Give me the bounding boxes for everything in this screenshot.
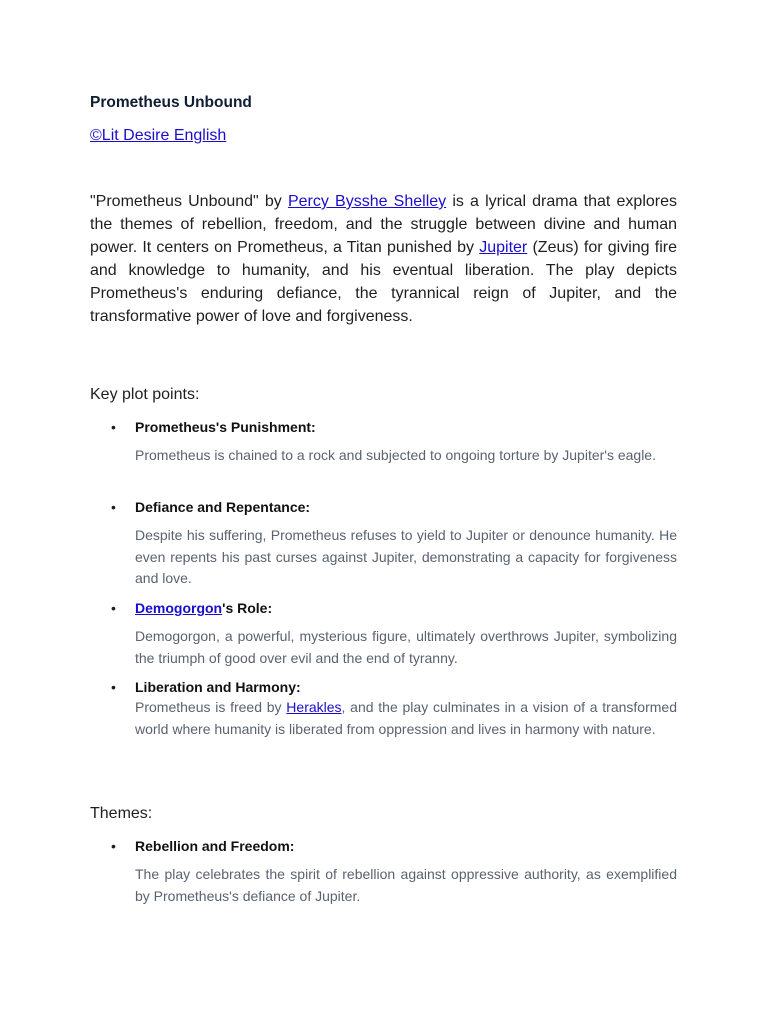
shelley-link[interactable]: Percy Bysshe Shelley (287, 193, 447, 210)
theme-title: Rebellion and Freedom: (135, 838, 295, 854)
plot-point-title: Liberation and Harmony: (135, 679, 301, 695)
bullet-icon: • (111, 600, 116, 616)
jupiter-link[interactable]: Jupiter (479, 239, 528, 256)
plot-point-desc-2: , and the play culminates in a vision of a transformed world where humanity is liberated from oppression and lives in harmony with nature. (135, 699, 677, 737)
intro-paragraph (90, 190, 677, 328)
plot-point-desc: Prometheus is chained to a rock and subjected to ongoing torture by Jupiter's eagle. (135, 447, 656, 463)
herakles-link[interactable]: Herakles (286, 699, 342, 715)
bullet-icon: • (111, 679, 116, 695)
theme-desc: The play celebrates the spirit of rebellion against oppressive authority, as exemplified by Prometheus's defiance of Jupiter. (135, 866, 677, 904)
bullet-icon: • (111, 419, 116, 435)
page-title: Prometheus Unbound (90, 94, 252, 111)
plot-point-title-rest: 's Role: (222, 600, 273, 616)
intro-text-2: is a lyrical drama that explores the themes of rebellion, freedom, and the struggle between divine and human power. It centers on Prometheus, a Titan punished by (90, 193, 678, 256)
intro-text-3: (Zeus) for giving fire and knowledge to humanity, and his eventual liberation. The play depicts Prometheus's enduring defiance, the tyrannical reign of Jupiter, and the transformative power of love and forgiveness. (90, 239, 677, 325)
bullet-icon: • (111, 499, 116, 515)
plot-point-title: Prometheus's Punishment: (135, 419, 316, 435)
plot-point-desc-1: Prometheus is freed by (135, 699, 287, 715)
credit-link[interactable]: ©Lit Desire English (90, 127, 227, 144)
plot-point-desc (135, 697, 677, 740)
intro-text-1: "Prometheus Unbound" by (90, 193, 288, 210)
plot-heading: Key plot points: (90, 386, 200, 403)
demogorgon-link[interactable]: Demogorgon (135, 600, 223, 616)
plot-point-desc: Despite his suffering, Prometheus refuses to yield to Jupiter or denounce humanity. He even repents his past curses against Jupiter, demonstrating a capacity for forgiveness and love. (135, 527, 677, 586)
plot-point-title: Defiance and Repentance: (135, 499, 311, 515)
plot-point-title (135, 599, 272, 617)
themes-heading: Themes: (90, 805, 153, 822)
bullet-icon: • (111, 838, 116, 854)
plot-point-desc: Demogorgon, a powerful, mysterious figure, ultimately overthrows Jupiter, symbolizing the triumph of good over evil and the end of tyranny. (135, 628, 677, 666)
